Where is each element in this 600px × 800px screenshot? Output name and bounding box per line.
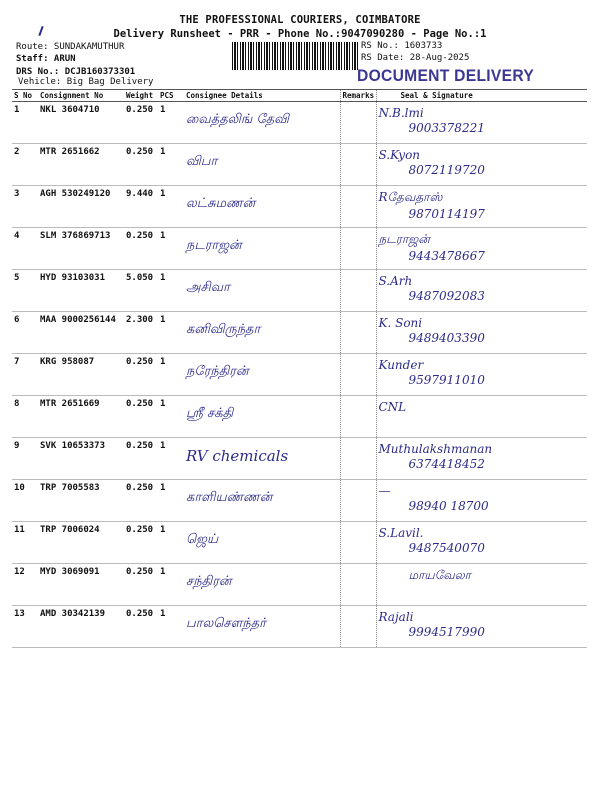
row-consignment: SVK 10653373 — [38, 438, 124, 480]
row-consignment: MAA 9000256144 — [38, 312, 124, 354]
row-signature-cell — [376, 564, 587, 606]
row-remarks — [340, 228, 376, 270]
row-consignee: ஜெய் — [186, 532, 219, 547]
drs-number: DRS No.: DCJB160373301 — [16, 67, 136, 77]
row-remarks — [340, 396, 376, 438]
table-row — [12, 144, 587, 186]
row-consignment: HYD 93103031 — [38, 270, 124, 312]
row-consignee: வைத்தலிங் தேவி — [186, 112, 289, 127]
row-signature-cell — [376, 480, 587, 522]
row-sno: 6 — [12, 312, 38, 354]
table-row — [12, 396, 587, 438]
row-consignee-cell — [184, 228, 340, 270]
row-sno: 9 — [12, 438, 38, 480]
row-weight: 0.250 — [124, 144, 158, 186]
vehicle-label: Vehicle: Big Bag Delivery — [18, 77, 154, 87]
row-pcs: 1 — [158, 144, 184, 186]
row-remarks — [340, 564, 376, 606]
row-consignee: அசிவா — [186, 280, 230, 295]
row-pcs: 1 — [158, 228, 184, 270]
row-remarks — [340, 438, 376, 480]
signature-name: நடராஜன் — [378, 232, 430, 246]
row-pcs: 1 — [158, 102, 184, 144]
staff-label: Staff: ARUN — [16, 54, 76, 64]
row-consignee-cell — [184, 102, 340, 144]
row-signature-cell — [376, 396, 587, 438]
row-consignee-cell — [184, 480, 340, 522]
table-row — [12, 480, 587, 522]
row-pcs: 1 — [158, 396, 184, 438]
row-remarks — [340, 144, 376, 186]
row-sno: 2 — [12, 144, 38, 186]
row-sno: 13 — [12, 606, 38, 648]
signature-phone: 9487540070 — [408, 541, 485, 555]
signature-name: S.Lavil. — [378, 526, 424, 540]
row-weight: 2.300 — [124, 312, 158, 354]
signature-phone: 9487092083 — [408, 289, 485, 303]
rs-date: RS Date: 28-Aug-2025 — [361, 53, 470, 63]
row-remarks — [340, 480, 376, 522]
row-consignee-cell — [184, 354, 340, 396]
col-pcs: PCS — [158, 90, 184, 102]
row-pcs: 1 — [158, 186, 184, 228]
table-row — [12, 522, 587, 564]
row-consignment: MYD 3069091 — [38, 564, 124, 606]
row-signature-cell — [376, 354, 587, 396]
row-weight: 0.250 — [124, 396, 158, 438]
row-consignee-cell — [184, 564, 340, 606]
row-pcs: 1 — [158, 354, 184, 396]
signature-phone: மாயவேலா — [408, 568, 471, 582]
signature-phone: 9489403390 — [408, 331, 485, 345]
signature-phone: 9597911010 — [408, 373, 485, 387]
row-consignment: AGH 530249120 — [38, 186, 124, 228]
row-sno: 3 — [12, 186, 38, 228]
row-signature-cell — [376, 270, 587, 312]
table-row — [12, 102, 587, 144]
row-consignee: RV chemicals — [186, 447, 289, 465]
row-sno: 1 — [12, 102, 38, 144]
row-consignee: நரேந்திரன் — [186, 364, 249, 379]
table-row — [12, 564, 587, 606]
row-consignee-cell — [184, 186, 340, 228]
row-weight: 0.250 — [124, 102, 158, 144]
company-title: THE PROFESSIONAL COURIERS, COIMBATORE — [179, 14, 421, 26]
row-consignment: NKL 3604710 — [38, 102, 124, 144]
table-row — [12, 438, 587, 480]
row-sno: 8 — [12, 396, 38, 438]
row-remarks — [340, 270, 376, 312]
row-signature-cell — [376, 186, 587, 228]
row-consignee: ஸ்ரீ சக்தி — [186, 406, 234, 421]
signature-phone: 9443478667 — [408, 249, 485, 263]
row-sno: 4 — [12, 228, 38, 270]
row-remarks — [340, 522, 376, 564]
row-remarks — [340, 606, 376, 648]
signature-name: N.B.lmi — [378, 106, 424, 120]
row-consignment: MTR 2651662 — [38, 144, 124, 186]
signature-name: CNL — [378, 400, 407, 414]
row-pcs: 1 — [158, 564, 184, 606]
row-pcs: 1 — [158, 438, 184, 480]
row-pcs: 1 — [158, 312, 184, 354]
row-weight: 0.250 — [124, 606, 158, 648]
row-weight: 9.440 — [124, 186, 158, 228]
row-weight: 0.250 — [124, 522, 158, 564]
table-row — [12, 606, 587, 648]
row-consignment: KRG 958087 — [38, 354, 124, 396]
row-consignee: நடராஜன் — [186, 238, 242, 253]
row-pcs: 1 — [158, 606, 184, 648]
signature-phone: 9994517990 — [408, 625, 485, 639]
row-consignee-cell — [184, 396, 340, 438]
row-signature-cell — [376, 312, 587, 354]
signature-phone: 9003378221 — [408, 121, 485, 135]
row-consignee: விபா — [186, 154, 218, 169]
row-remarks — [340, 102, 376, 144]
row-signature-cell — [376, 438, 587, 480]
col-weight: Weight — [124, 90, 158, 102]
signature-name: Kunder — [378, 358, 424, 372]
row-consignee: சந்திரன் — [186, 574, 232, 589]
row-pcs: 1 — [158, 522, 184, 564]
barcode — [232, 42, 358, 70]
row-weight: 0.250 — [124, 228, 158, 270]
row-consignee: கனிவிருந்தா — [186, 322, 261, 337]
signature-name: Rajali — [378, 610, 414, 624]
row-pcs: 1 — [158, 480, 184, 522]
signature-name: Muthulakshmanan — [378, 442, 493, 456]
col-consignee: Consignee Details — [184, 90, 340, 102]
row-consignment: TRP 7006024 — [38, 522, 124, 564]
document-delivery-stamp: DOCUMENT DELIVERY — [357, 66, 535, 85]
signature-phone: 9870114197 — [408, 207, 485, 221]
row-consignment: SLM 376869713 — [38, 228, 124, 270]
row-sno: 12 — [12, 564, 38, 606]
col-consignment: Consignment No — [38, 90, 124, 102]
table-row — [12, 270, 587, 312]
signature-phone: 98940 18700 — [408, 499, 489, 513]
delivery-table — [12, 89, 587, 648]
col-remarks: Remarks — [340, 90, 376, 102]
row-consignment: TRP 7005583 — [38, 480, 124, 522]
row-consignee: பாலசௌந்தர் — [186, 616, 266, 631]
table-row — [12, 186, 587, 228]
signature-name: Rதேவதாஸ் — [378, 190, 443, 204]
signature-name: — — [378, 484, 391, 498]
signature-name: S.Kyon — [378, 148, 421, 162]
row-signature-cell — [376, 144, 587, 186]
row-weight: 0.250 — [124, 438, 158, 480]
row-sno: 5 — [12, 270, 38, 312]
col-signature: Seal & Signature — [376, 90, 587, 102]
row-consignee-cell — [184, 438, 340, 480]
row-remarks — [340, 312, 376, 354]
route-label: Route: SUNDAKAMUTHUR — [16, 42, 125, 52]
row-signature-cell — [376, 102, 587, 144]
row-consignee-cell — [184, 270, 340, 312]
col-sno: S No — [12, 90, 38, 102]
signature-name: K. Soni — [378, 316, 423, 330]
row-weight: 0.250 — [124, 480, 158, 522]
table-row — [12, 312, 587, 354]
row-sno: 10 — [12, 480, 38, 522]
row-weight: 5.050 — [124, 270, 158, 312]
signature-phone: 8072119720 — [408, 163, 485, 177]
row-weight: 0.250 — [124, 564, 158, 606]
row-signature-cell — [376, 606, 587, 648]
row-consignee-cell — [184, 522, 340, 564]
signature-phone: 6374418452 — [408, 457, 485, 471]
row-sno: 11 — [12, 522, 38, 564]
row-pcs: 1 — [158, 270, 184, 312]
row-consignment: AMD 30342139 — [38, 606, 124, 648]
row-weight: 0.250 — [124, 354, 158, 396]
row-consignee-cell — [184, 144, 340, 186]
row-consignment: MTR 2651669 — [38, 396, 124, 438]
rs-number: RS No.: 1603733 — [361, 41, 443, 51]
table-row — [12, 228, 587, 270]
row-consignee-cell — [184, 312, 340, 354]
row-signature-cell — [376, 522, 587, 564]
row-signature-cell — [376, 228, 587, 270]
signature-name: S.Arh — [378, 274, 413, 288]
row-remarks — [340, 186, 376, 228]
table-row — [12, 354, 587, 396]
row-consignee-cell — [184, 606, 340, 648]
table-header-row — [12, 90, 587, 102]
row-consignee: லட்சுமணன் — [186, 196, 256, 211]
runsheet-subtitle: Delivery Runsheet - PRR - Phone No.:9047090280 - Page No.:1 — [113, 28, 487, 40]
row-sno: 7 — [12, 354, 38, 396]
row-consignee: காளியண்ணன் — [186, 490, 273, 505]
row-remarks — [340, 354, 376, 396]
